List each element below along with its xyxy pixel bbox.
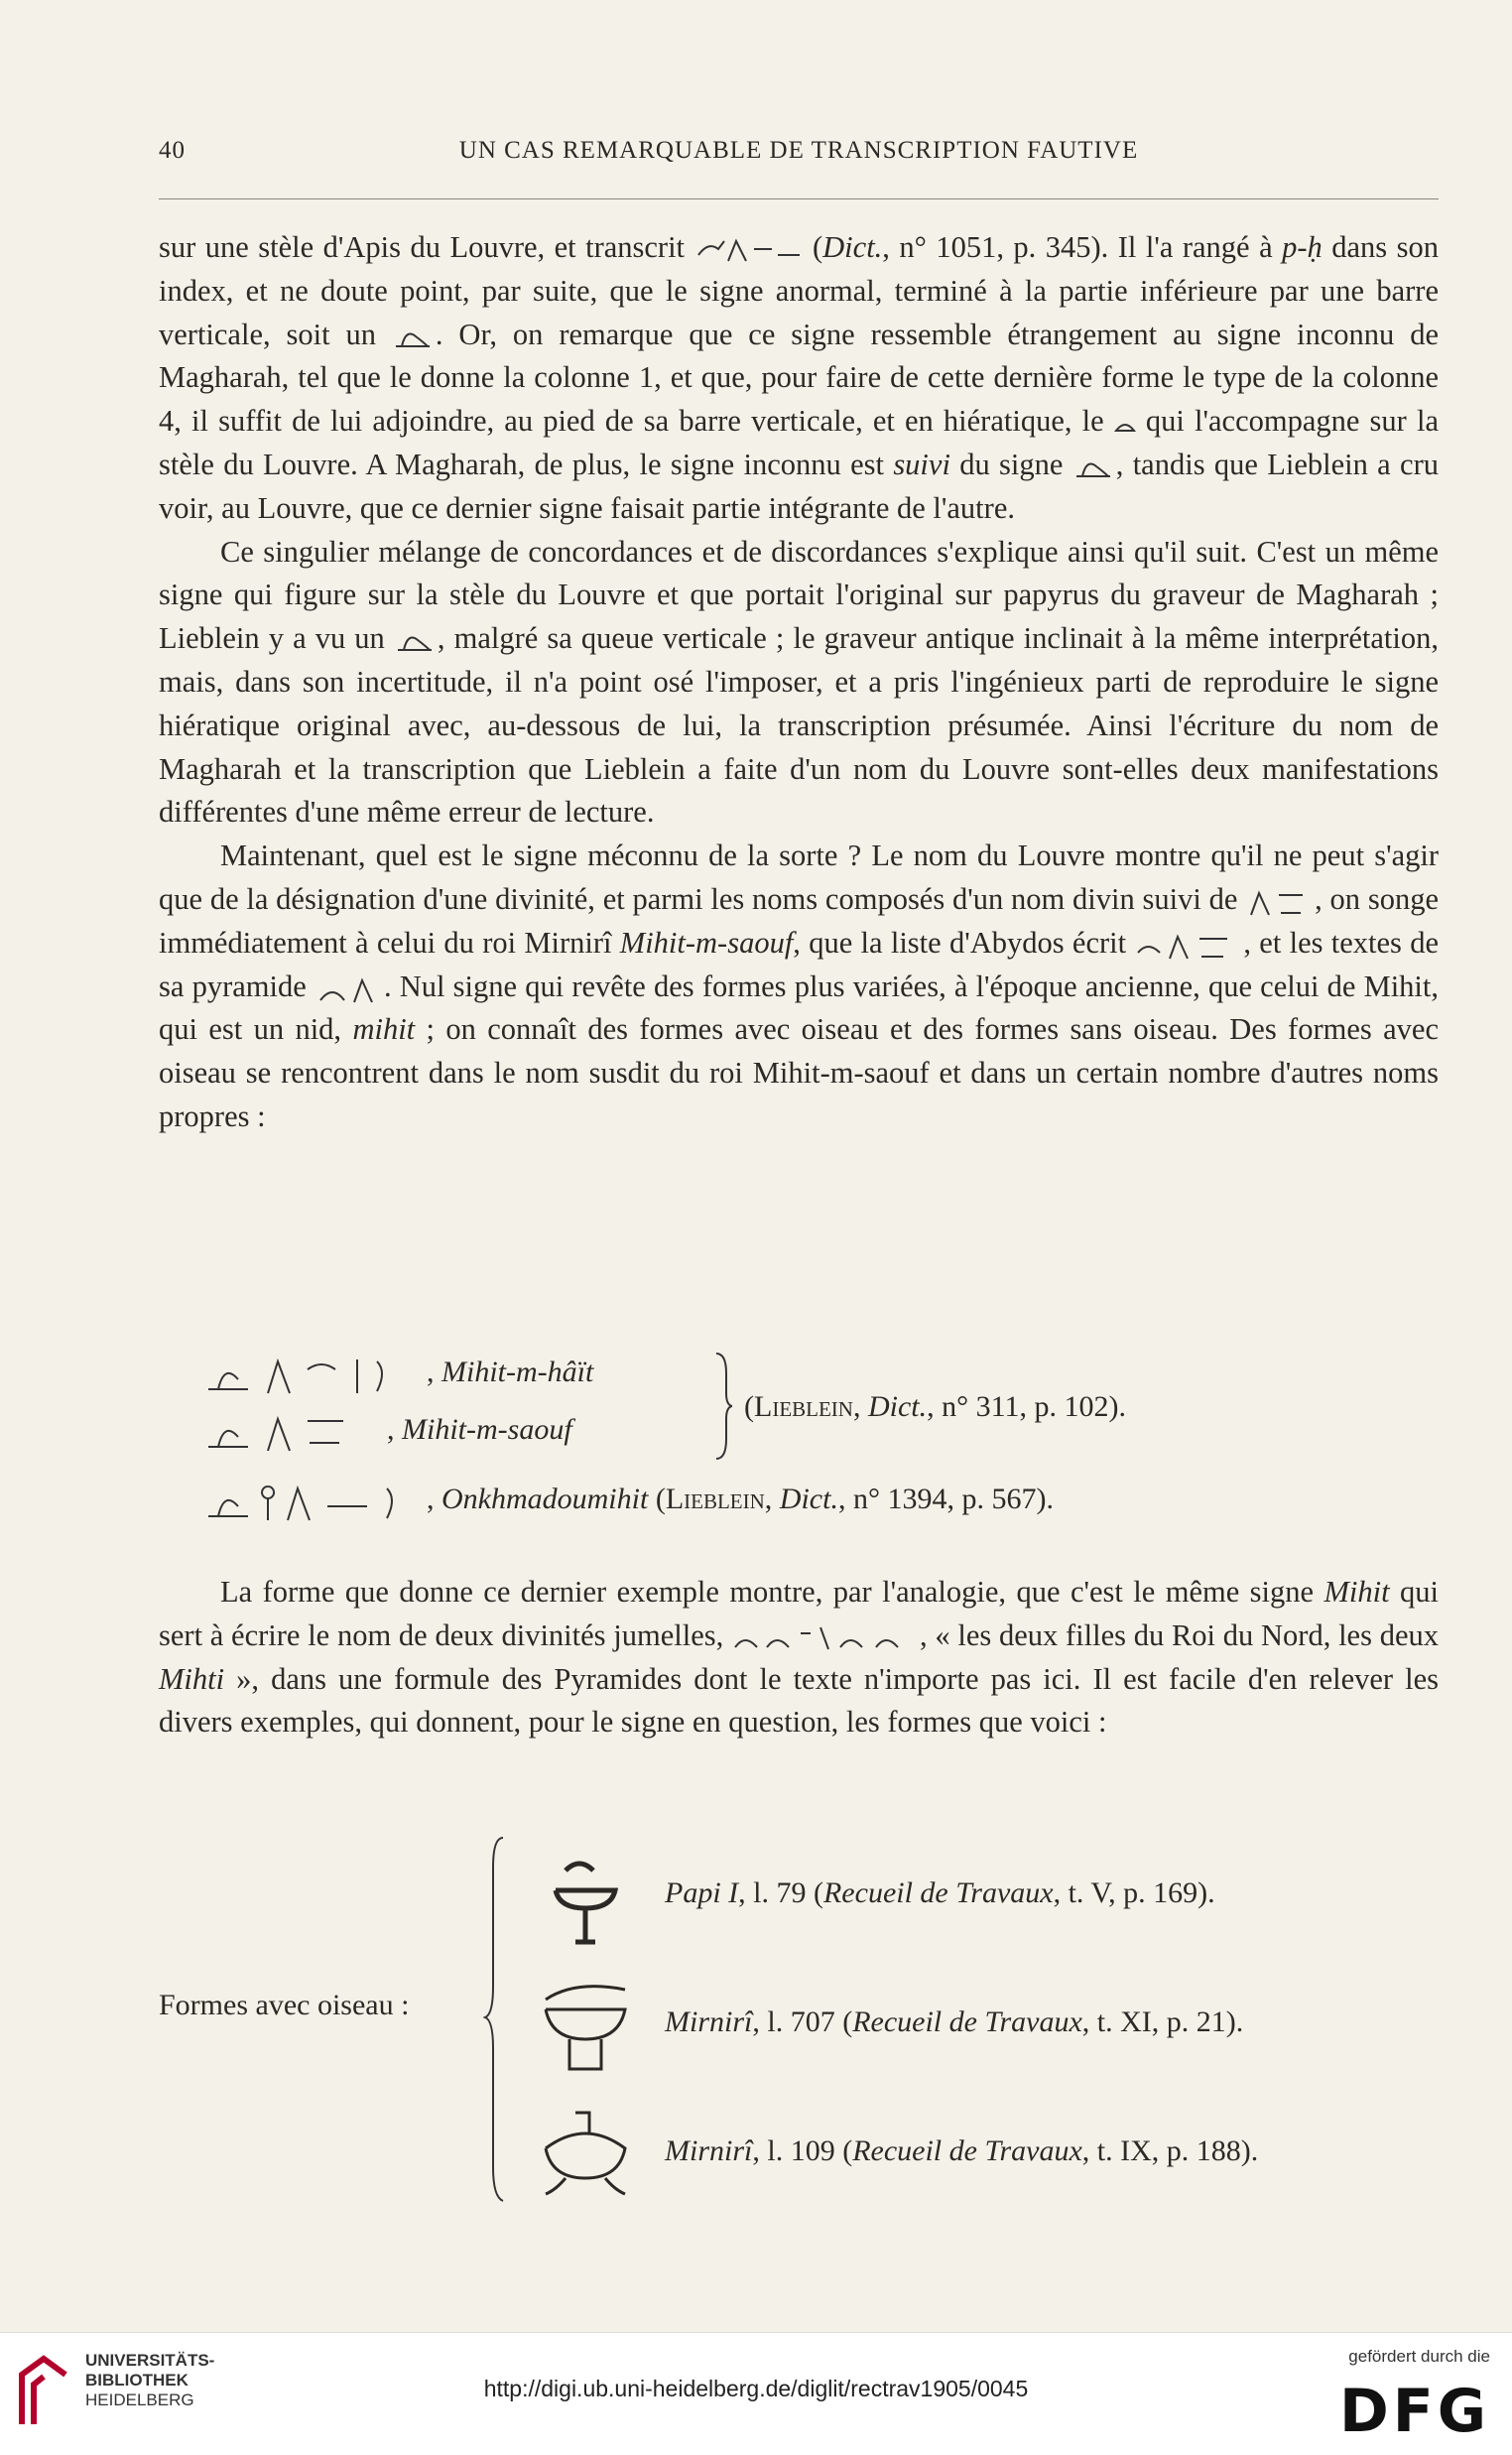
form-item-1: Papi I, l. 79 (Recueil de Travaux, t. V, p. 169). [526, 1841, 1215, 1950]
name-row-3: , Onkhmadoumihit (Lieblein, Dict., n° 1394, p. 567). [198, 1477, 1054, 1526]
hieroglyph-bird-group-icon [1134, 931, 1243, 961]
nest-with-bird-icon [526, 2099, 645, 2208]
permalink-url[interactable]: http://digi.ub.uni-heidelberg.de/diglit/rectrav1905/0045 [483, 2376, 1029, 2401]
forms-label: Formes avec oiseau : [159, 1989, 410, 2021]
name-row-2: , Mihit-m-saouf [198, 1407, 572, 1457]
paragraph-4: La forme que donne ce dernier exemple montre, par l'analogie, que c'est le même signe Mihit qui sert à écrire le nom de deux divinités jumelles, , « les deux filles du Roi du Nord, les deux Mihti », dans une formule des Pyramides dont le texte n'importe pas ici. Il est facile d'en relever les divers exemples, qui donnent, pour le signe en question, les formes que voici : [159, 1575, 1439, 1740]
nest-with-bird-icon [526, 1970, 645, 2079]
form-item-2: Mirnirî, l. 707 (Recueil de Travaux, t. XI, p. 21). [526, 1970, 1243, 2079]
hieroglyph-name-icon [198, 1350, 427, 1399]
hieroglyph-name-icon [198, 1477, 427, 1526]
body-text [159, 226, 1439, 1139]
hieroglyph-twin-goddesses-icon [731, 1623, 920, 1653]
form-item-3: Mirnirî, l. 109 (Recueil de Travaux, t. IX, p. 188). [526, 2099, 1258, 2208]
dfg-logo: DFG [1338, 2377, 1490, 2446]
university-library-name: UNIVERSITÄTS- BIBLIOTHEK HEIDELBERG [85, 2351, 215, 2409]
body-text-continued [159, 1571, 1439, 1744]
dfg-caption: gefördert durch die [1348, 2347, 1490, 2366]
hieroglyph-sign-icon [392, 323, 436, 352]
nest-with-bird-icon [526, 1841, 645, 1950]
hieroglyph-owl-group-icon [1245, 887, 1315, 917]
digitization-footer [0, 2332, 1512, 2455]
hieroglyph-sign-icon [1072, 452, 1116, 482]
name-row-1: , Mihit-m-hâït [198, 1350, 593, 1399]
right-brace-icon [714, 1352, 732, 1461]
paragraph-2: Ce singulier mélange de concordances et de discordances s'explique ainsi qu'il suit. C'est un même signe qui figure sur la stèle du Louvre et que portait l'original sur papyrus du graveur de Magharah ; Lieblein y a vu un , malgré sa queue verticale ; le graveur antique inclinait à la même interprétation, mais, dans son incertitude, il n'a point osé l'imposer, et a pris l'ingénieux parti de reproduire le signe hiératique original avec, au-dessous de lui, la transcription présumée. Ainsi l'écriture du nom de Magharah et la transcription que Lieblein a faite d'un nom du Louvre sont-elles deux manifestations différentes d'une même erreur de lecture. [159, 534, 1439, 830]
hieroglyph-pyramid-group-icon [315, 974, 384, 1004]
running-title: UN CAS REMARQUABLE DE TRANSCRIPTION FAUTIVE [458, 137, 1139, 164]
hieroglyph-sign-icon [394, 626, 438, 656]
header-rule [159, 198, 1439, 199]
hieroglyph-group-icon [694, 235, 804, 265]
page-number: 40 [159, 137, 186, 164]
lieblein-reference: (Lieblein, Dict., n° 311, p. 102). [744, 1390, 1126, 1423]
hieroglyph-name-icon [198, 1407, 387, 1457]
paragraph-1: sur une stèle d'Apis du Louvre, et transcrit (Dict., n° 1051, p. 345). Il l'a rangé à p-ḥ dans son index, et ne doute point, par suite, que le signe anormal, terminé à la partie inférieure par une barre verticale, soit un . Or, on remarque que ce signe ressemble étrangement au signe inconnu de Magharah, tel que le donne la colonne 1, et que, pour faire de cette dernière forme le type de la colonne 4, il suffit de lui adjoindre, au pied de sa barre verticale, et en hiératique, le qui l'accompagne sur la stèle du Louvre. A Magharah, de plus, le signe inconnu est suivi du signe , tandis que Lieblein a cru voir, au Louvre, que ce dernier signe faisait partie intégrante de l'autre. [159, 230, 1439, 525]
hieroglyph-loaf-icon [1114, 409, 1136, 439]
paragraph-3: Maintenant, quel est le signe méconnu de la sorte ? Le nom du Louvre montre qu'il ne peut s'agir que de la désignation d'une divinité, et parmi les noms composés d'un nom divin suivi de , on songe immédiatement à celui du roi Mirnirî Mihit-m-saouf, que la liste d'Abydos écrit , et les textes de sa pyramide . Nul signe qui revête des formes plus variées, à l'époque ancienne, que celui de Mihit, qui est un nid, mihit ; on connaît des formes avec oiseau et des formes sans oiseau. Des formes avec oiseau se rencontrent dans le nom susdit du roi Mihit-m-saouf et dans un certain nombre d'autres noms propres : [159, 839, 1440, 1133]
left-brace-icon [483, 1836, 505, 2203]
